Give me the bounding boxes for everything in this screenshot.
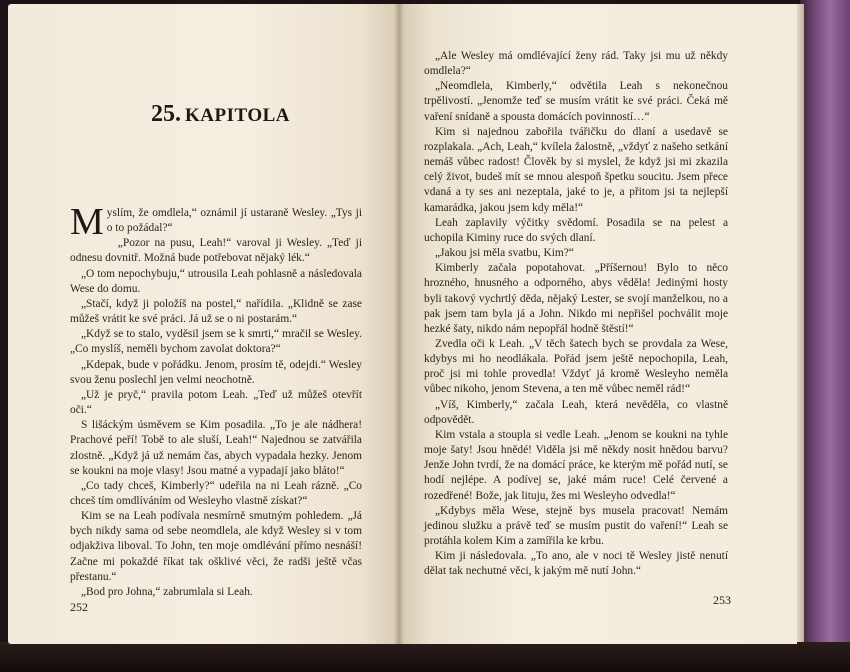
paragraph: Myslím, že omdlela,“ oznámil jí ustaraně Wesley. „Tys ji o to požádal?“: [70, 201, 362, 243]
paragraph: „Víš, Kimberly,“ začala Leah, která nevěděla, co vlastně odpovědět.: [424, 398, 728, 426]
paragraph: Kim vstala a stoupla si vedle Leah. „Jenom se koukni na tyhle moje šaty! Jsou hnědé! Viděla jsi mě někdy nosit hnědou barvu? Jenže John tvrdí, že na domácí práce, ke kterým mě pořád nutí, se hodí nejlépe. A podívej se, jaké mám ruce! Celé červené a rozedřené! Bože, jak lituju, žes mi Wesleyho odvedla!“: [424, 428, 728, 502]
paragraph: Kim si najednou zabořila tvářičku do dlaní a usedavě se rozplakala. „Ach, Leah,“ kvílela žalostně, „vždyť z našeho setkání nemáš vůbec radost! Člověk by si myslel, že když jsi mi zkazila celý život, budeš mít se mnou alespoň špetku soucitu. Jsem přece vdaná a ty ses ani nezeptala, jaké to je, a přitom jsi ta nejlepší kamarádka, jakou jsem kdy měla!“: [424, 125, 728, 214]
paragraph: „Když se to stalo, vyděsil jsem se k smrti,“ mračil se Wesley. „Co myslíš, neměli bychom zavolat doktora?“: [70, 328, 362, 356]
book-edge-right: [800, 0, 850, 672]
page-number: 252: [70, 600, 88, 614]
book-edge-bottom: [0, 642, 850, 672]
page-number: 253: [713, 593, 731, 607]
left-page-text: [70, 201, 362, 600]
paragraph: „Jakou jsi měla svatbu, Kim?“: [435, 247, 574, 260]
paragraph: „Stačí, když ji položíš na postel,“ nařídila. „Klidně se zase můžeš vrátit ke své práci. Já už se o ni postarám.“: [70, 297, 362, 326]
paragraph: „Už je pryč,“ pravila potom Leah. „Teď už můžeš otevřít oči.“: [70, 388, 362, 417]
paragraph: Kim se na Leah podívala nesmírně smutným pohledem. „Já bych nikdy sama od sebe neomdlela, ale když Wesley si v tom odjakživa liboval. To John, ten moje omdlévání přímo nesnáší! Začne mi pokaždé říkat tak ošklivé věci, že radši ještě včas přestanu.“: [70, 510, 362, 583]
chapter-heading: [151, 101, 351, 128]
paragraph: Zvedla oči k Leah. „V těch šatech bych se provdala za Wese, kdybys mi ho neodlákala. Pořád jsem ještě nepochopila, Leah, proč jsi mi tohle provedla! Vždyť já kromě Wesleyho neměla vůbec nikoho, jenom Stevena, a ten mě vůbec neměl rád!“: [424, 337, 728, 396]
drop-cap: M: [70, 201, 104, 243]
right-page: [399, 4, 797, 644]
paragraph: „O tom nepochybuju,“ utrousila Leah pohlasně a následovala Wese do domu.: [70, 267, 362, 295]
paragraph: „Kdepak, bude v pořádku. Jenom, prosím tě, odejdi.“ Wesley svou ženu poslechl jen velmi neochotně.: [70, 358, 362, 386]
page-stack-edge: [796, 4, 804, 648]
chapter-word: KAPITOLA: [185, 105, 291, 126]
paragraph: „Neomdlela, Kimberly,“ odvětila Leah s nekonečnou trpělivostí. „Jenomže teď se musím vrátit ke své práci. Čeká mě vaření snídaně a spousta domácích povinností…“: [424, 80, 728, 123]
paragraph: Kim ji následovala. „To ano, ale v noci tě Wesley jistě nenutí dělat tak nechutné věci, k jakým mě nutí John.“: [424, 550, 728, 578]
paragraph: „Pozor na pusu, Leah!“ varoval ji Wesley. „Teď ji odnesu dovnitř. Možná bude potřebovat nějaký lék.“: [70, 237, 362, 265]
left-page: [8, 4, 399, 644]
chapter-number: 25.: [151, 101, 181, 127]
right-page-text: [424, 49, 728, 579]
paragraph: Kimberly začala popotahovat. „Příšernou! Bylo to něco hrozného, hnusného a odporného, abys věděla! Jedinými hosty byli takový vychrtlý děda, nějaký Lester, se svojí manželkou, no a pak jsem tam byla já a John. Nikdo mi nepřišel pochválit moje hezké šaty, nikdo nám nepopřál hodně štěstí!“: [424, 262, 728, 335]
book-gutter: [394, 4, 404, 644]
paragraph: „Ale Wesley má omdlévající ženy rád. Taky jsi mu už někdy omdlela?“: [424, 50, 728, 78]
paragraph: „Co tady chceš, Kimberly?“ udeřila na ni Leah rázně. „Co chceš tím omdlíváním od Wesleyho vlastně získat?“: [70, 479, 362, 507]
paragraph: „Bod pro Johna,“ zabrumlala si Leah.: [81, 585, 253, 598]
paragraph: Leah zaplavily výčitky svědomí. Posadila se na pelest a uchopila Kiminy ruce do svých dlaní.: [424, 216, 728, 244]
paragraph: „Kdybys měla Wese, stejně bys musela pracovat! Nemám jedinou služku a právě teď se musím pustit do vaření!“ Leah se protáhla kolem Kim a zamířila ke krbu.: [424, 504, 728, 547]
paragraph: S lišáckým úsměvem se Kim posadila. „To je ale nádhera! Prachové peří! Tobě to ale sluší, Leah!“ Najednou se zatvářila zlostně. „Když já už nemám čas, abych vypadala hezky. Jenom se koukni na moje vlasy! Jsou matné a vypadají jako bláto!“: [70, 419, 362, 477]
